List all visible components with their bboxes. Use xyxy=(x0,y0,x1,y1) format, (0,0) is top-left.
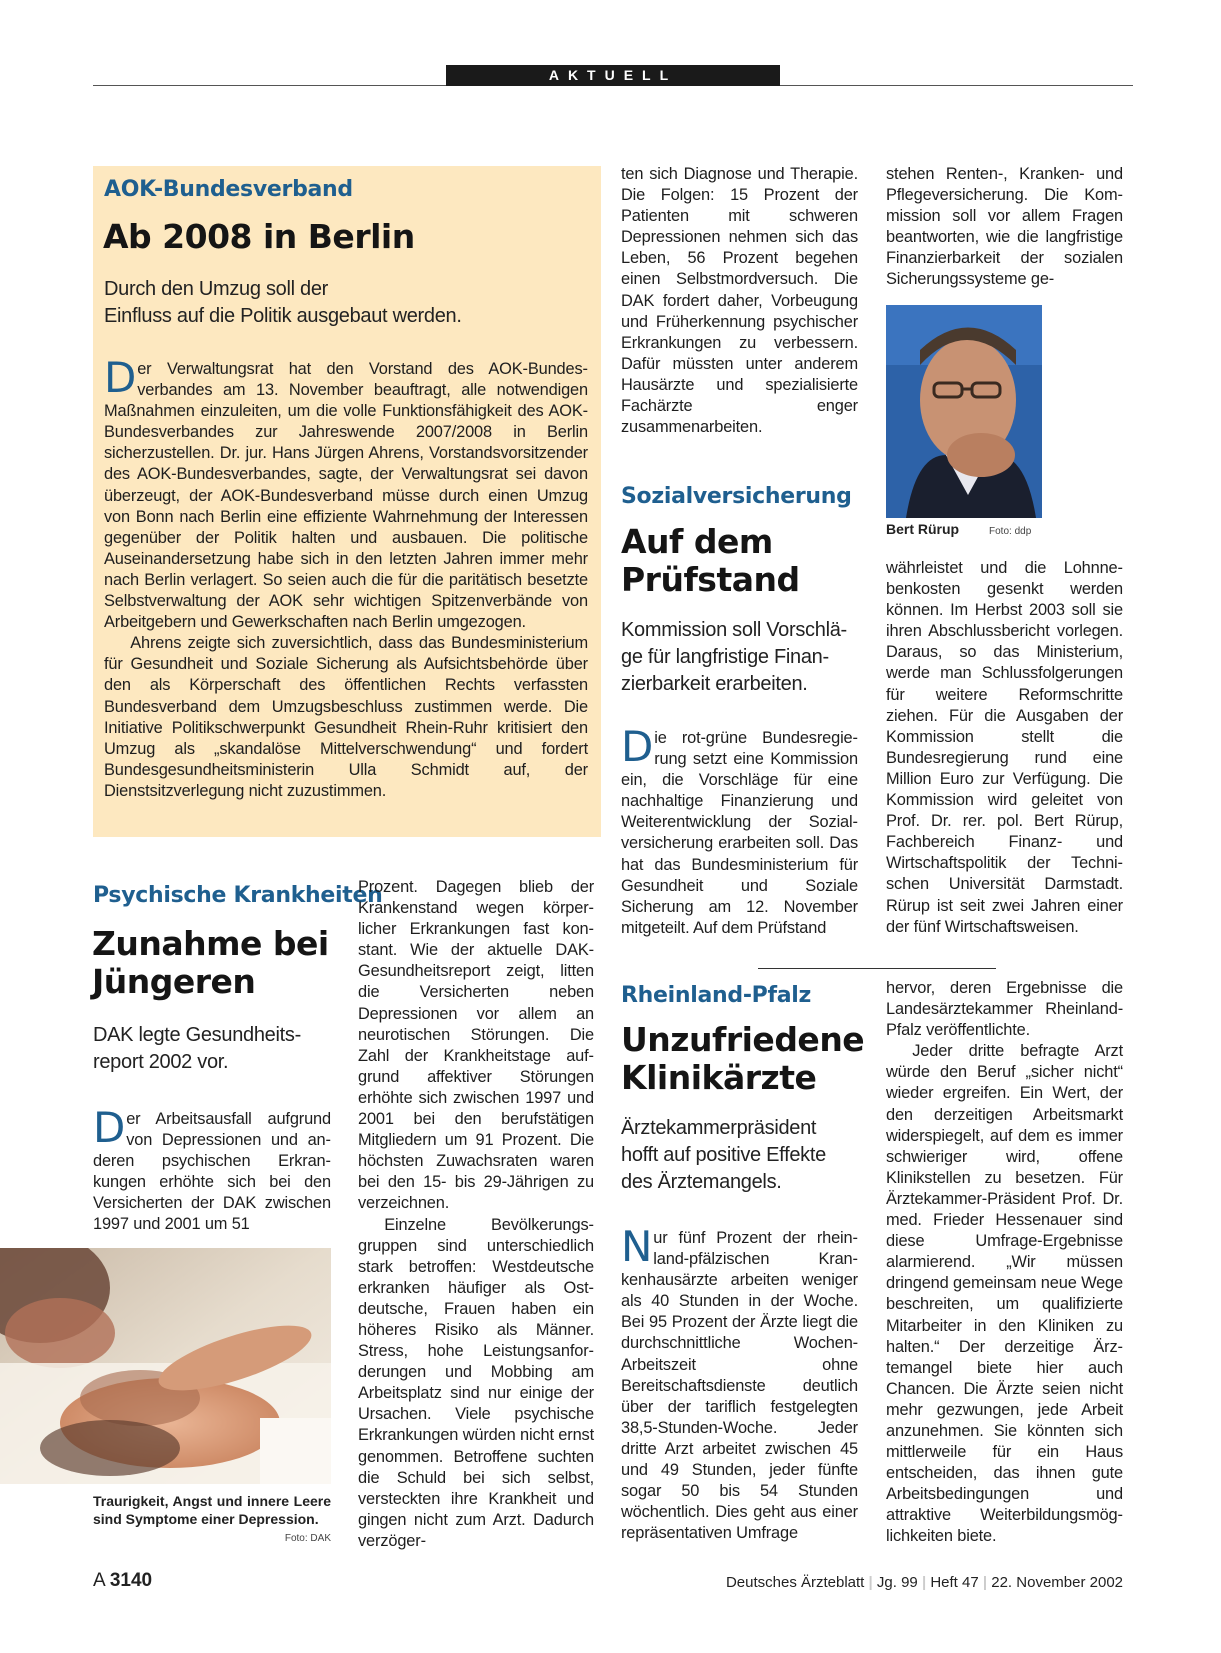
ruerup-caption xyxy=(886,521,1042,537)
sozial-drop-cap: D xyxy=(621,722,654,771)
rlp-headline-line: Unzufriedene xyxy=(621,1020,865,1059)
footer-separator: | xyxy=(982,1574,988,1591)
rlp-drop-cap: N xyxy=(621,1222,653,1271)
psych-body-col2 xyxy=(358,877,594,1552)
sozial-paragraph: währleistet und die Lohnnebenkosten gesenkt werden können. Im Herbst 2003 soll sie ihren Abschlussbericht vorlegen. Daraus, so das Ministerium, werde man Schlussfolgerungen für weitere Reformschritte ziehen. Für die Ausgaben der Kommission stellt die Bundesregierung rund eine Million Euro zur Verfügung. Die Kommission wird geleitet von Prof. Dr. rer. pol. Bert Rürup, Fachbereich Finanz- und Wirtschaftspolitik der Technischen Universität Darmstadt. Rürup ist seit zwei Jahren einer der fünf Wirtschaftsweisen. xyxy=(886,559,1123,936)
sozial-paragraph: ie rot-grüne Bundesregierung setzt eine Kommission ein, die Vorschläge für eine nachhaltige Finanzierung und Weiterentwicklung der Sozialversicherung erarbeiten soll. Das hat das Bundesministerium für Gesundheit und Soziale Sicherung am 12. November mitgeteilt. Auf dem Prüfstand xyxy=(621,729,858,937)
rlp-headline-line: Klinikärzte xyxy=(621,1058,817,1097)
psych-paragraph: er Arbeitsausfall aufgrund von Depressionen und anderen psychischen Erkrankungen erhöhte sich bei den Versicherten der DAK zwischen 1997 und 2001 um 51 xyxy=(93,1110,331,1234)
sozial-body-col1 xyxy=(621,722,858,939)
rlp-paragraph: Jeder dritte befragte Arzt würde den Beruf „sicher nicht“ wieder ergreifen. Ein Wert, der den derzeitigen Arbeitsmarkt widerspiegelt, auf dem es immer schwieriger wird, offene Klinikstellen zu besetzen. Für Ärztekammer-Präsident Prof. Dr. med. Frieder Hessenauer sind diese Umfrage-Ergebnisse alarmierend. „Wir müssen dringend gemeinsam neue Wege beschreiten, um qualifizierte Mitarbeiter in den Kliniken zu halten.“ Der derzeitige Ärztemangel biete hier auch Chancen. Die Ärzte seien nicht mehr gezwungen, jede Arbeit anzunehmen. Sie könnten sich mittlerweile für ein Haus entscheiden, das ihnen gute Arbeitsbedingungen und attraktive Weiterbildungsmöglichkeiten biete. xyxy=(886,1042,1123,1546)
journal-footer xyxy=(726,1574,1123,1591)
sozial-headline-line: Prüfstand xyxy=(621,560,800,599)
section-label: AKTUELL xyxy=(446,65,780,86)
aok-lead xyxy=(104,276,584,330)
sozial-kicker: Sozialversicherung xyxy=(621,484,852,509)
psych-headline-line: Zunahme bei xyxy=(92,924,329,963)
footer-separator: | xyxy=(868,1574,873,1591)
rlp-lead-line: des Ärztemangels. xyxy=(621,1171,782,1193)
journal-name: Deutsches Ärzteblatt xyxy=(725,1574,865,1591)
aok-lead-line: Einfluss auf die Politik ausgebaut werden. xyxy=(104,305,462,327)
sozial-lead-line: zierbarkeit erarbeiten. xyxy=(621,673,808,695)
aok-headline: Ab 2008 in Berlin xyxy=(103,217,415,256)
aok-lead-line: Durch den Umzug soll der xyxy=(104,278,329,300)
aok-paragraph: Ahrens zeigte sich zuversichtlich, dass das Bundesministerium für Gesundheit und Soziale Sicherung als Aufsichtsbehörde über den als Körperschaft des öffentlichen Rechts verfassten Bundesverband dem Umzugsbeschluss zustimmen werde. Die Initiative Politikschwerpunkt Gesundheit Rhein-Ruhr kritisiert den Umzug als „skandalöse Mittelverschwendung“ und fordert Bundesgesundheitsministerin Ulla Schmidt auf, der Dienstsitzverlegung nicht zuzustimmen. xyxy=(104,634,588,800)
psych-lead-line: DAK legte Gesundheits- xyxy=(93,1024,301,1046)
psych-paragraph: Prozent. Dagegen blieb der Krankenstand wegen körperlicher Erkrankungen fast konstant. Wie der aktuelle DAK-Gesundheitsreport zeigt, litten die Versicherten neben Depressionen vor allem an neurotischen Störungen. Die Zahl der Krankheitstage aufgrund affektiver Störungen erhöhte sich zwischen 1997 und 2001 bei den berufstätigen Mitgliedern um 91 Prozent. Die höchsten Zuwachsraten waren bei den 15- bis 29-Jährigen zu verzeichnen. xyxy=(358,878,594,1213)
psych-paragraph: ten sich Diagnose und Therapie. Die Folgen: 15 Prozent der Patienten mit schweren Depressionen nehmen sich das Leben, 56 Prozent begehen einen Selbstmordversuch. Die DAK fordert daher, Vorbeugung und Früherkennung psychischer Erkrankungen zu verbessern. Dafür müssten unter anderem Hausärzte und spezialisierte Fachärzte enger zusammenarbeiten. xyxy=(621,165,858,437)
journal-issue: Heft 47 xyxy=(930,1574,979,1591)
aok-drop-cap: D xyxy=(104,353,137,402)
psych-lead-line: report 2002 vor. xyxy=(93,1051,229,1073)
page-prefix: A xyxy=(93,1570,106,1591)
sozial-body-col2-bottom xyxy=(886,558,1123,938)
caption-text: Traurigkeit, Angst und innere Leere sind Symptome einer Depression. xyxy=(93,1493,331,1527)
rlp-paragraph: hervor, deren Ergebnisse die Landesärztekammer Rheinland-Pfalz veröffentlichte. xyxy=(886,979,1123,1040)
rlp-paragraph: ur fünf Prozent der rheinland-pfälzischen Krankenhausärzte arbeiten weniger als 40 Stunden in der Woche. Bei 95 Prozent der Ärzte liegt die durchschnittliche Wochen-Arbeitszeit ohne Bereitschaftsdienste deutlich über der tariflich festgelegten 38,5-Stunden-Woche. Jeder dritte Arzt arbeitet zwischen 45 und 49 Stunden, jeder fünfte sogar 50 bis 54 Stunden wöchentlich. Dies geht aus einer repräsentativen Umfrage xyxy=(621,1229,858,1543)
ruerup-portrait-illustration xyxy=(886,305,1042,518)
sozial-paragraph: stehen Renten-, Kranken- und Pflegeversicherung. Die Kommission soll vor allem Fragen beantworten, wie die langfristige Finanzierbarkeit der sozialen Sicherungssysteme ge- xyxy=(886,165,1123,289)
photo-credit: Foto: ddp xyxy=(989,526,1032,537)
psych-headline-line: Jüngeren xyxy=(92,962,256,1001)
sozial-lead-line: Kommission soll Vorschlä- xyxy=(621,619,847,641)
sozial-lead-line: ge für langfristige Finan- xyxy=(621,646,829,668)
journal-volume: Jg. 99 xyxy=(876,1574,918,1591)
psych-headline xyxy=(92,925,329,1001)
aok-kicker: AOK-Bundesverband xyxy=(104,177,353,202)
rlp-body-col1 xyxy=(621,1222,858,1544)
depression-photo xyxy=(0,1248,331,1484)
depression-photo-caption xyxy=(93,1492,331,1548)
rlp-lead xyxy=(621,1115,861,1196)
aok-paragraph: er Verwaltungsrat hat den Vorstand des AOK-Bundesverbandes am 13. November beauftragt, alle notwendigen Maßnahmen einzuleiten, um die volle Funktionsfähigkeit des AOK-Bundesverbandes zur Jahreswende 2007/2008 in Berlin sicherzustellen. Dr. jur. Hans Jürgen Ahrens, Vorstandsvorsitzender des AOK-Bundesverbandes, sagte, der Verwaltungsrat sei davon überzeugt, der AOK-Bundesverband müsse durch einen Umzug von Bonn nach Berlin eine effiziente Wahrnehmung der Interessen gegenüber der Politik halten und ausbauen. Die politische Auseinandersetzung habe sich in den letzten Jahren immer mehr nach Berlin verlagert. So seien auch die für die paritätisch besetzte Selbstverwaltung der AOK sehr wichtigen Spitzenverbände von Arbeitgebern und Gewerkschaften nach Berlin umgezogen. xyxy=(104,360,588,632)
sozial-lead xyxy=(621,617,861,698)
aok-body xyxy=(104,353,588,802)
journal-date: 22. November 2002 xyxy=(991,1574,1123,1591)
rlp-lead-line: Ärztekammerpräsident xyxy=(621,1117,817,1139)
rlp-headline xyxy=(621,1021,864,1097)
psych-body-col3 xyxy=(621,164,858,438)
psych-kicker: Psychische Krankheiten xyxy=(93,883,383,908)
rlp-kicker: Rheinland-Pfalz xyxy=(621,983,812,1008)
page-number xyxy=(93,1570,152,1592)
sozial-headline-line: Auf dem xyxy=(621,522,773,561)
psych-lead xyxy=(93,1022,333,1076)
sozial-headline xyxy=(621,523,800,599)
depression-photo-illustration xyxy=(0,1248,331,1484)
ruerup-name: Bert Rürup xyxy=(886,521,960,537)
photo-credit: Foto: DAK xyxy=(284,1533,331,1544)
rlp-body-col2 xyxy=(886,978,1123,1548)
footer-separator: | xyxy=(921,1574,927,1591)
psych-body-col1 xyxy=(93,1103,331,1236)
page-number-value: 3140 xyxy=(109,1570,153,1591)
ruerup-photo xyxy=(886,305,1042,518)
sozial-body-col2-top xyxy=(886,164,1123,291)
section-divider xyxy=(758,968,996,969)
psych-drop-cap: D xyxy=(93,1103,126,1152)
rlp-lead-line: hofft auf positive Effekte xyxy=(621,1144,826,1166)
psych-paragraph: Einzelne Bevölkerungsgruppen sind unterschiedlich stark betroffen: Westdeutsche erkranken häufiger als Ostdeutsche, Frauen haben ein höheres Risiko als Männer. Stress, hohe Leistungsanforderungen und Mobbing am Arbeitsplatz sind nur einige der Ursachen. Viele psychische Erkrankungen würden nicht ernst genommen. Betroffene suchten die Schuld bei sich selbst, versteckten ihre Krankheit und gingen nicht zum Arzt. Dadurch verzöger- xyxy=(358,1215,594,1550)
